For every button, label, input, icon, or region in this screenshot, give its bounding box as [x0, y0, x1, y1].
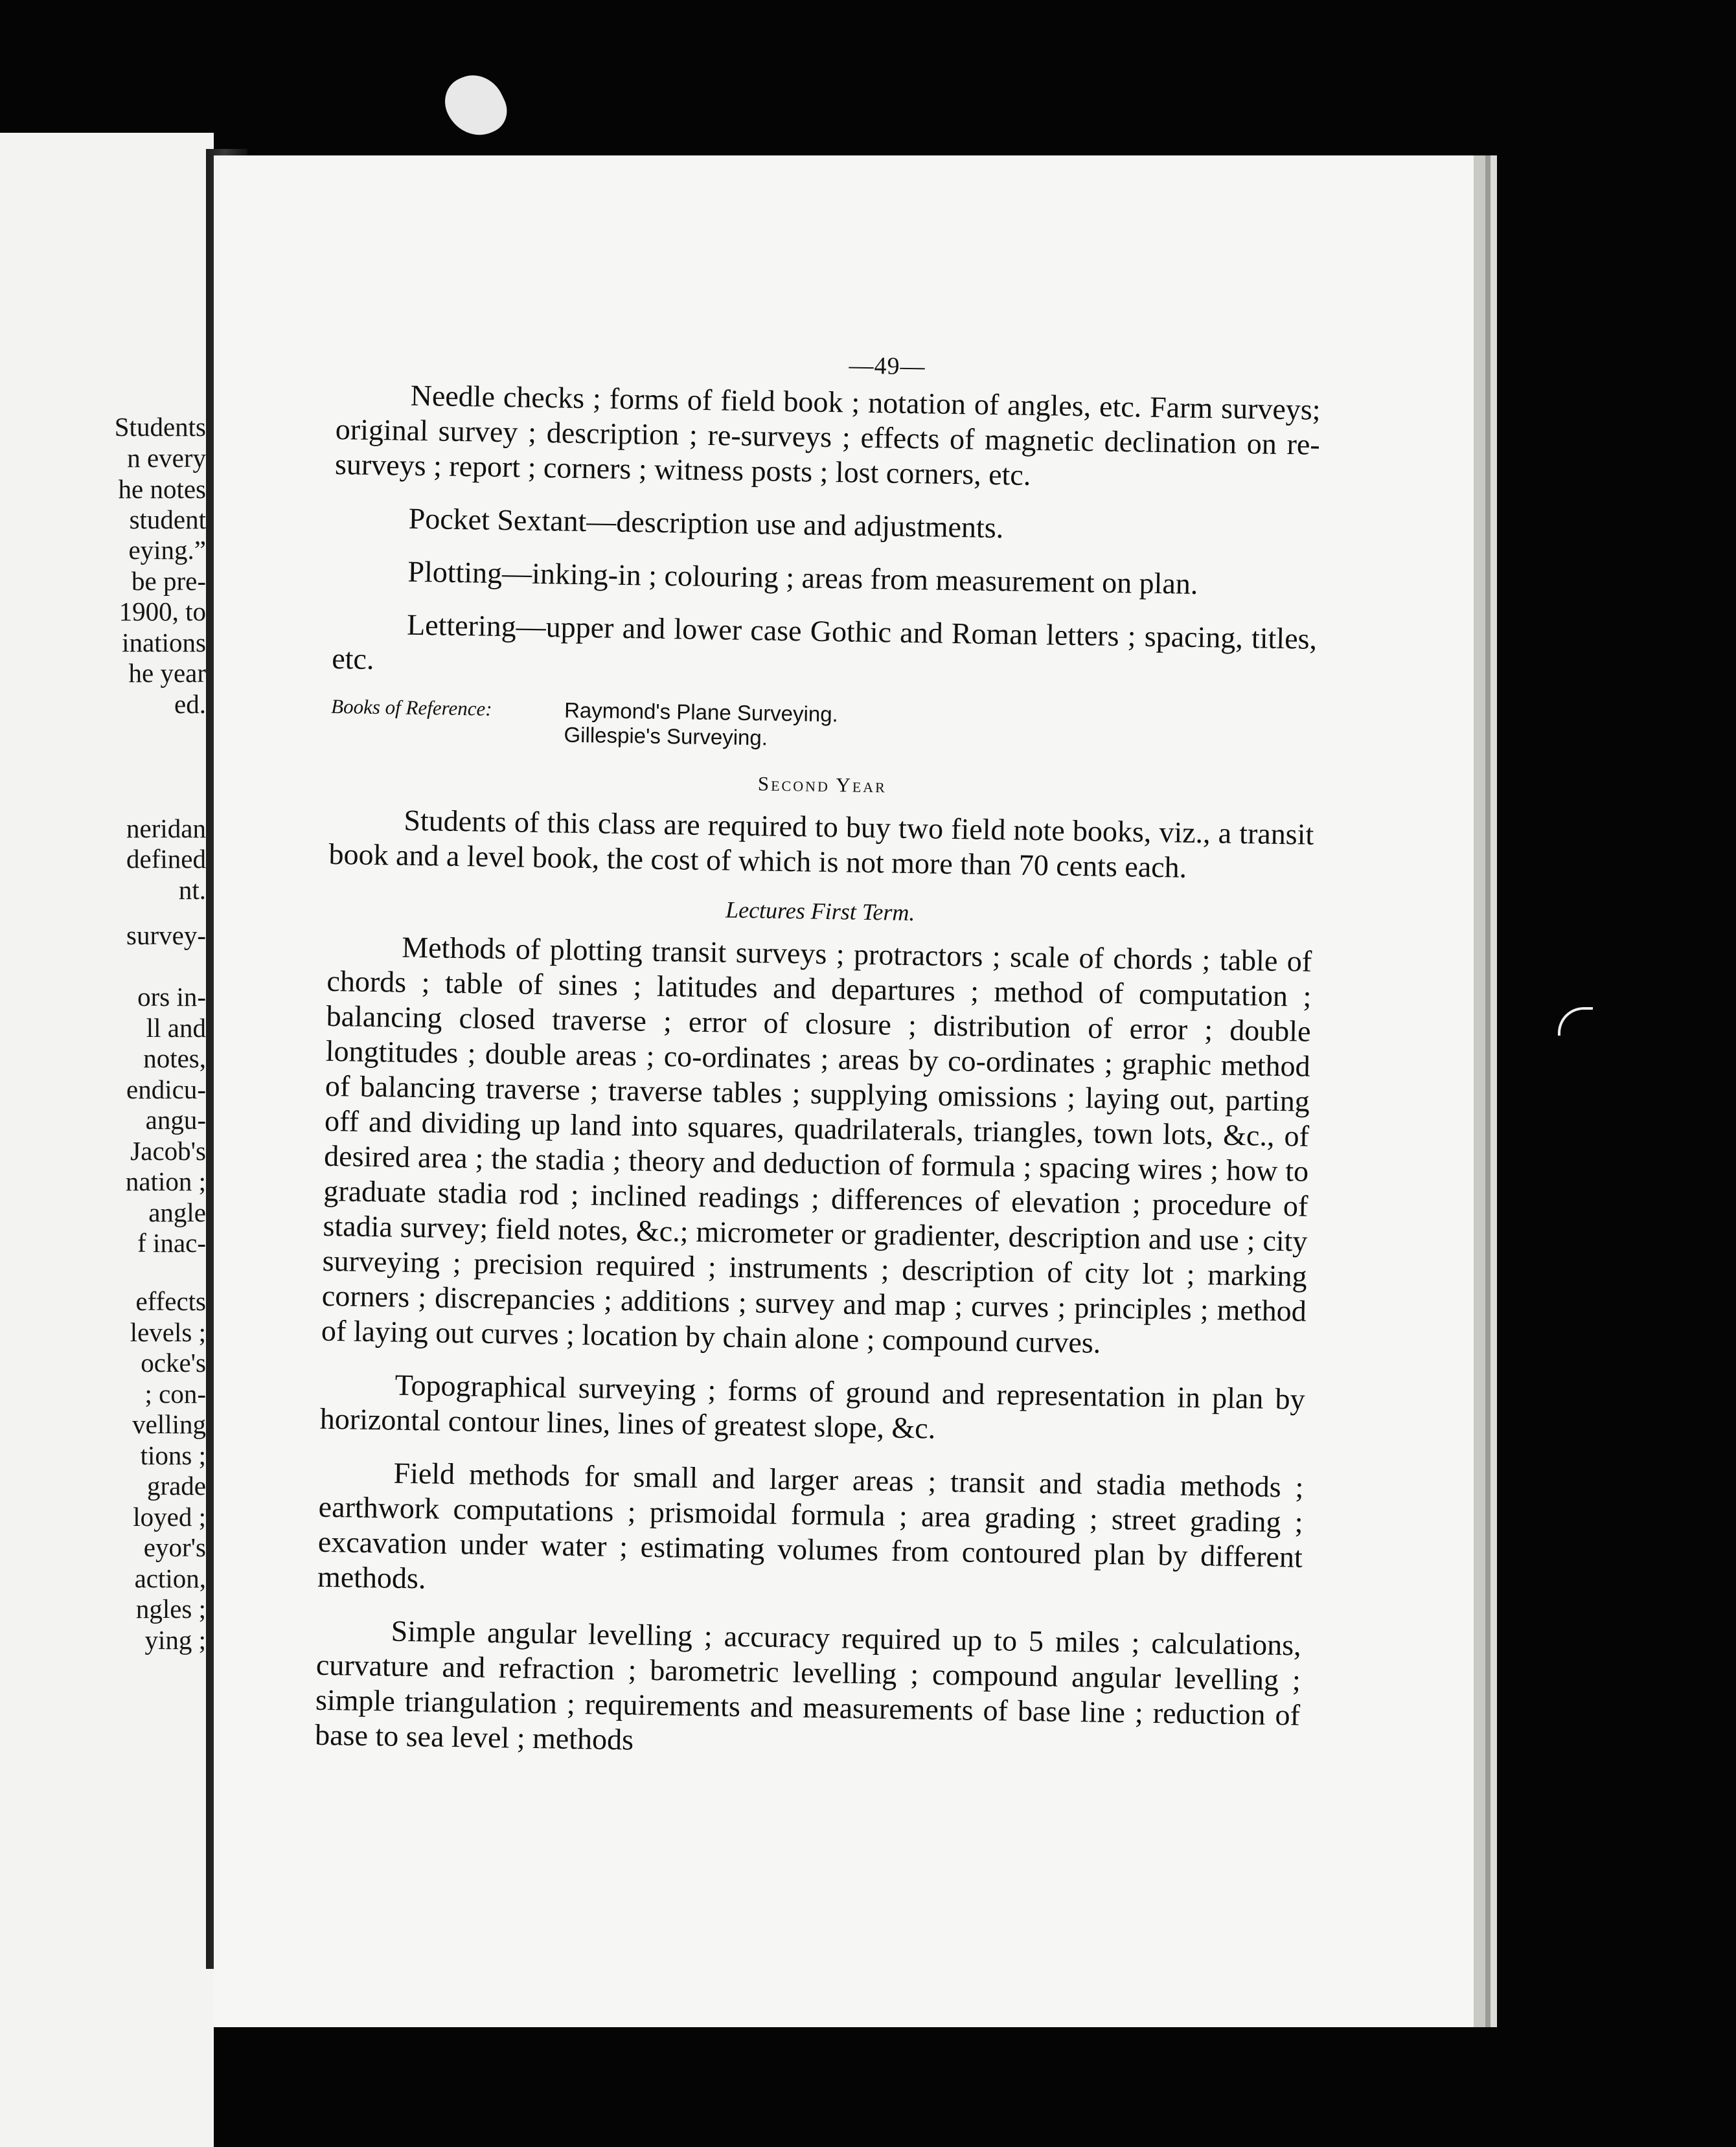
left-page-line: eyor's: [143, 1532, 206, 1562]
left-page-line: survey-: [126, 920, 206, 950]
left-page-line: ; con-: [144, 1379, 206, 1409]
left-page-line: f inac-: [137, 1228, 206, 1258]
left-page-line: eying.”: [128, 535, 206, 565]
left-page-line: angle: [148, 1198, 206, 1227]
paragraph-topographical: Topographical surveying ; forms of ground and representation in plan by horizontal contour lines, lines of greatest slope, &c.: [319, 1368, 1305, 1445]
page-text-block: [314, 343, 1321, 1786]
page-number: —49—: [849, 352, 926, 381]
left-page-line: tions ;: [140, 1440, 206, 1470]
left-page-line: ngles ;: [135, 1594, 206, 1624]
left-page-line: ocke's: [141, 1348, 206, 1378]
paragraph-pocket-sextant: Pocket Sextant—description use and adjustments.: [408, 501, 1004, 545]
left-page-line: nation ;: [125, 1166, 206, 1196]
left-page-line: action,: [134, 1563, 206, 1593]
paragraph-plotting-methods: Methods of plotting transit surveys ; protractors ; scale of chords ; table of chords ; table of sines ; latitudes and departures ; method of computation ; balancing closed traverse ; error of closure ; distribution of error ; double longtitudes ; double areas ; co-ordinates ; areas by co-ordinates ; graphic method of balancing traverse ; traverse tables ; supplying omissions ; laying out, parting off and dividing up land into squares, quadrilaterals, triangles, town lots, &c., of desired area ; the stadia ; theory and deduction of formula ; spacing wires ; how to graduate stadia rod ; inclined readings ; differences of elevation ; procedure of stadia survey; field notes, &c.; micrometer or gradienter, description and use ; city surveying ; precision required ; instruments ; description of city lot ; marking corners ; discrepancies ; additions ; survey and map ; curves ; principles ; method of laying out curves ; location by chain alone ; compound curves.: [321, 930, 1312, 1359]
left-page-line: notes,: [143, 1043, 206, 1073]
paragraph-second-year-intro: Students of this class are required to buy two field note books, viz., a transit book and a level book, the cost of which is not more than 70 cents each.: [328, 803, 1314, 884]
scan-artifact-mark: [1558, 1007, 1593, 1036]
left-page-line: he year: [128, 658, 206, 688]
left-page-line: inations: [122, 628, 206, 657]
book-item: Gillespie's Surveying.: [564, 722, 768, 750]
left-page-line: 1900, to: [119, 596, 206, 626]
left-page-line: ying ;: [144, 1625, 206, 1655]
left-page-line: neridan: [126, 813, 206, 843]
left-page-line: levels ;: [130, 1317, 206, 1347]
section-heading-second-year: Second Year: [757, 772, 887, 797]
paragraph-lettering: Lettering—upper and lower case Gothic and Roman letters ; spacing, titles, etc.: [331, 608, 1318, 676]
paragraph-field-methods: Field methods for small and larger areas ; transit and stadia methods ; earthwork computations ; prismoidal formula ; area grading ; street grading ; excavation under water ; estimating volumes from contoured plan by different methods.: [317, 1456, 1304, 1595]
books-of-reference: [330, 694, 1316, 759]
left-page-line: nt.: [178, 875, 206, 905]
books-list: [564, 698, 838, 752]
left-page-line: grade: [146, 1471, 206, 1501]
left-page-line: student: [129, 505, 206, 534]
books-label: Books of Reference:: [330, 694, 492, 720]
paragraph-needle-checks: Needle checks ; forms of field book ; notation of angles, etc. Farm surveys; original survey ; description ; re-surveys ; effects of magnetic declination on re-surveys ; report ; corners ; witness posts ; lost corners, etc.: [334, 378, 1321, 492]
left-page-line: ors in-: [137, 982, 206, 1012]
paragraph-plotting: Plotting—inking-in ; colouring ; areas from measurement on plan.: [407, 554, 1198, 600]
paragraph-angular-levelling: Simple angular levelling ; accuracy required up to 5 miles ; calculations, curvature and refraction ; barometric levelling ; compound angular levelling ; simple triangulation ; requirements and measurements of base line ; reduction of base to sea level ; methods: [314, 1614, 1302, 1756]
left-facing-page: [0, 133, 214, 2147]
book-item: Raymond's Plane Surveying.: [564, 698, 839, 727]
left-page-line: defined: [126, 844, 206, 874]
left-page-line: endicu-: [126, 1074, 206, 1104]
left-page-line: velling: [132, 1409, 206, 1439]
paper-fragment: [437, 65, 514, 146]
left-page-line: he notes: [118, 474, 206, 504]
left-page-line: ll and: [146, 1013, 206, 1043]
left-page-line: loyed ;: [133, 1502, 206, 1532]
left-page-line: Students: [114, 412, 206, 442]
left-page-line: be pre-: [131, 566, 206, 596]
left-page-line: effects: [135, 1286, 206, 1316]
subheading-lectures-first-term: Lectures First Term.: [725, 896, 915, 926]
left-page-line: angu-: [145, 1105, 206, 1135]
left-page-line: Jacob's: [130, 1136, 206, 1166]
right-page: [214, 155, 1474, 2027]
left-page-line: n every: [127, 443, 206, 473]
left-page-line: ed.: [174, 689, 206, 719]
